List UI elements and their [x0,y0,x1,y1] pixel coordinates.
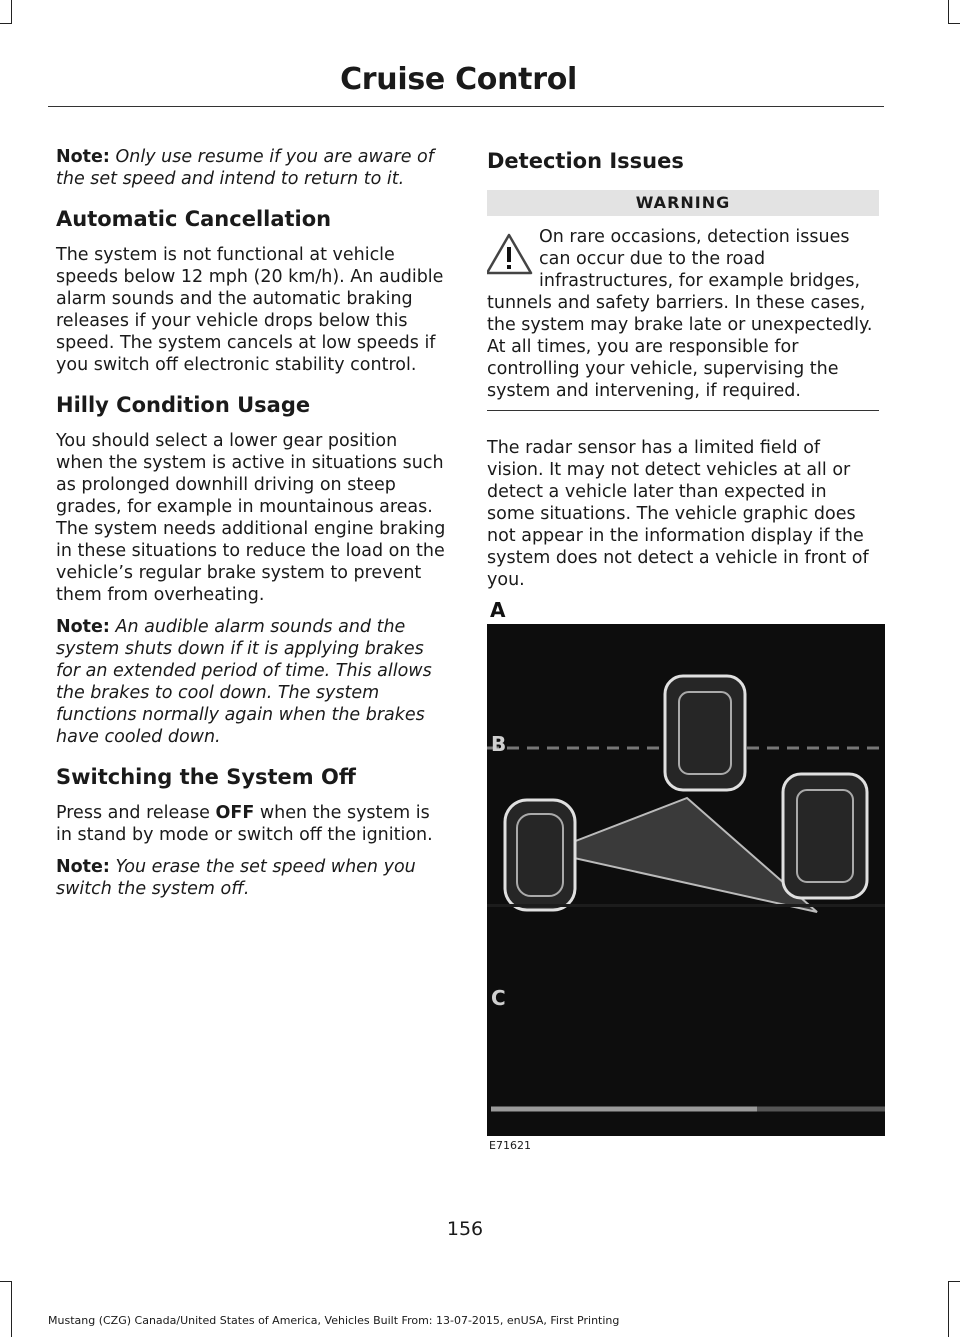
warning-block [487,226,879,402]
warning-text: On rare occasions, detection issues can occur due to the road infrastructures, for example bridges, tunnels and safety barriers. In these cases, the system may brake late or unexpectedly. At all times, you are responsible for controlling your vehicle, supervising the system and intervening, if required. [487,227,873,401]
note-erase-speed: Note: You erase the set speed when you switch the system off. [56,857,416,899]
figure-code: E71621 [489,1139,531,1152]
warning-banner: WARNING [487,190,879,216]
left-column [56,146,448,910]
crop-mark [948,1281,949,1337]
note-resume: Note: Only use resume if you are aware of the set speed and intend to return to it. [56,147,434,189]
figure-label-a: A [490,598,506,622]
paragraph-hilly-condition: You should select a lower gear position when the system is active in situations such as prolonged downhill driving on steep grades, for example in mountainous areas. The system needs additional engine braking in these situations to reduce the load on the vehicle’s regular brake system to prevent them from overheating. [56,431,446,605]
crop-mark [0,1281,12,1282]
right-column [487,146,879,601]
own-vehicle [505,800,575,910]
off-keyword: OFF [215,803,255,823]
vehicle-ahead [665,676,745,790]
crop-mark [11,0,12,24]
figure-label-c: C [491,986,506,1010]
heading-automatic-cancellation: Automatic Cancellation [56,207,332,231]
page-title: Cruise Control [340,62,577,97]
paragraph-radar-sensor: The radar sensor has a limited field of vision. It may not detect vehicles at all or detect a vehicle later than expected in some situations. The vehicle graphic does not appear in the information display if the system does not detect a vehicle in front of you. [487,438,869,590]
crop-mark [948,23,960,24]
page-number: 156 [446,1218,484,1240]
crop-mark [948,1281,960,1282]
crop-mark [0,23,12,24]
paragraph-switching-off: Press and release OFF when the system is in stand by mode or switch off the ignition. [56,803,433,845]
footer-text: Mustang (CZG) Canada/United States of America, Vehicles Built From: 13-07-2015, enUSA, First Printing [48,1314,620,1327]
heading-switching-off: Switching the System Off [56,765,356,789]
note-brakes: Note: An audible alarm sounds and the system shuts down if it is applying brakes for an extended period of time. This allows the brakes to cool down. The system functions normally again when the brakes have cooled down. [56,617,432,747]
crop-mark [948,0,949,24]
warning-triangle-icon [487,230,535,278]
crop-mark [11,1281,12,1337]
heading-hilly-condition: Hilly Condition Usage [56,393,311,417]
figure-label-b: B [491,732,507,756]
vehicle-adjacent [783,774,867,898]
header-divider [48,106,884,107]
paragraph-automatic-cancellation: The system is not functional at vehicle speeds below 12 mph (20 km/h). An audible alarm sounds and the automatic braking releases if your vehicle drops below this speed. The system cancels at low speeds if you switch off electronic stability control. [56,245,444,375]
figure-illustration [487,624,885,1136]
heading-detection-issues: Detection Issues [487,149,684,173]
warning-divider [487,410,879,411]
radar-detection-figure [487,624,885,1136]
